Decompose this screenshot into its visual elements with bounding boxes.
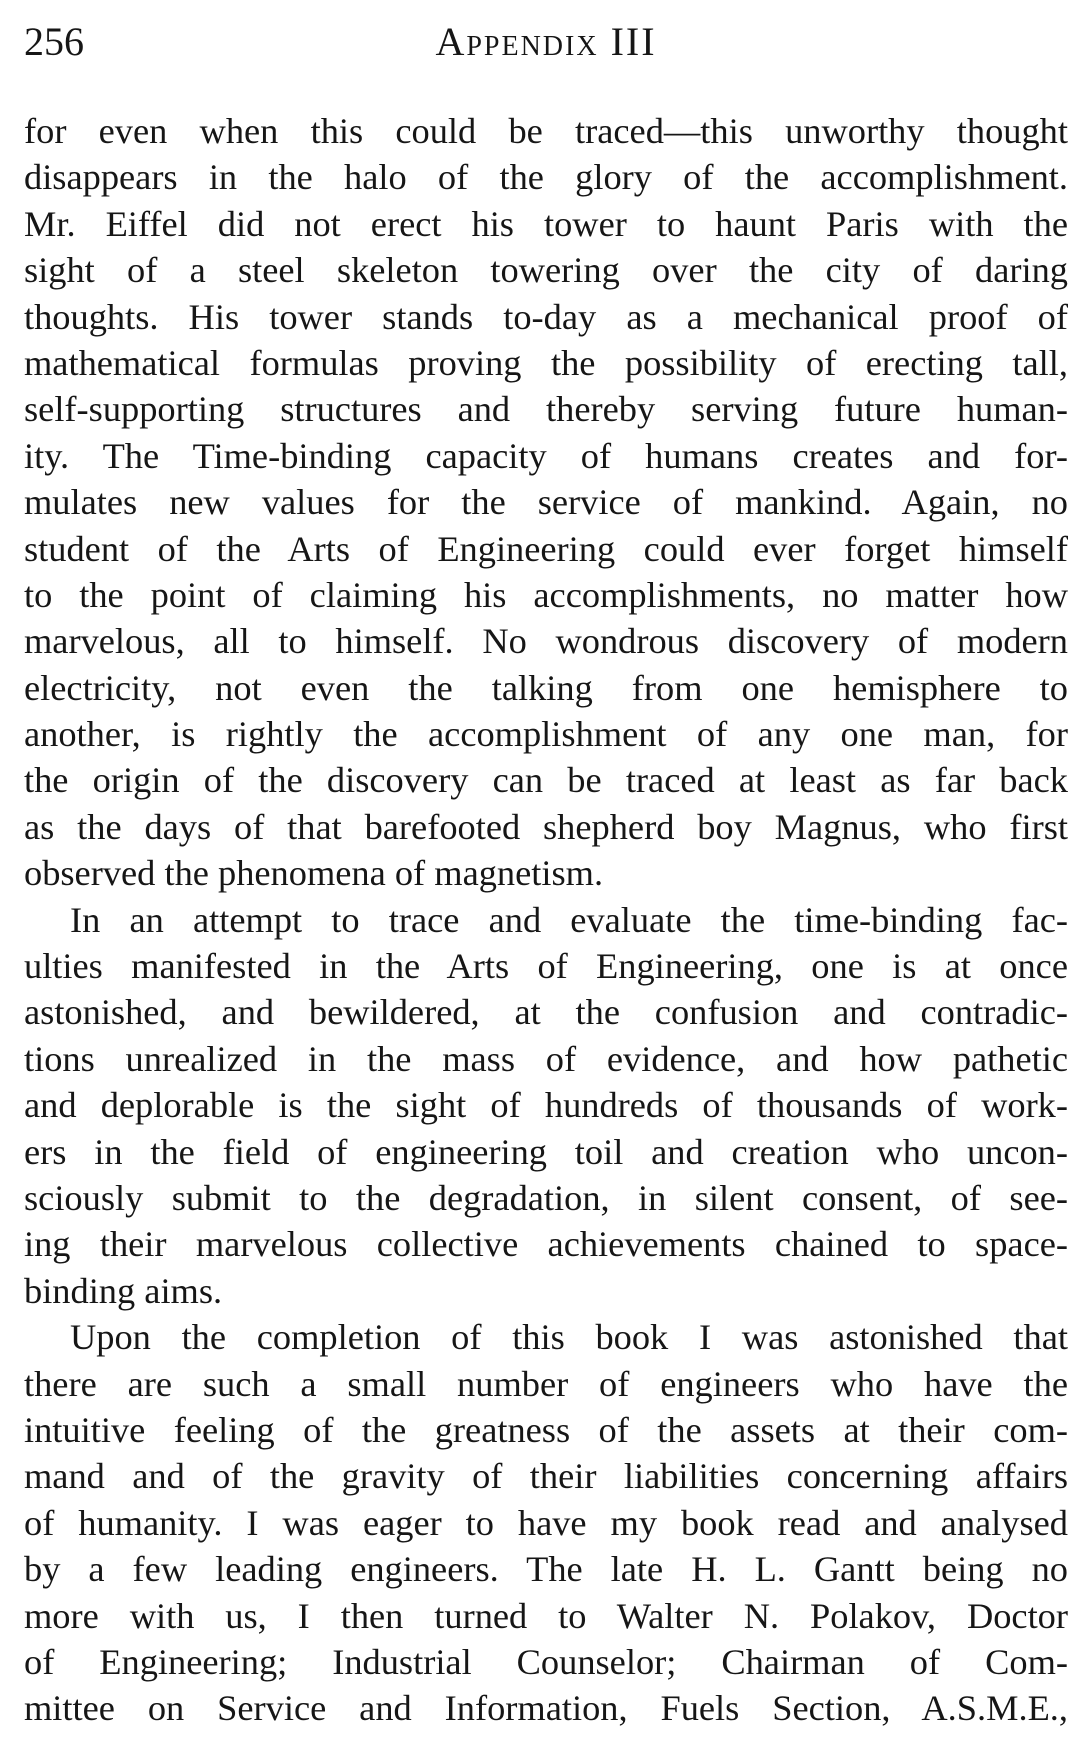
running-head xyxy=(24,14,1068,74)
text-line: of Engineering; Industrial Counselor; Chairman of Com- xyxy=(24,1641,1068,1682)
text-line: there are such a small number of engineers who have the xyxy=(24,1363,1068,1404)
text-line: astonished, and bewildered, at the confusion and contradic- xyxy=(24,992,1068,1033)
text-line: Upon the completion of this book I was astonished that xyxy=(70,1317,1068,1358)
text-line: electricity, not even the talking from one hemisphere to xyxy=(24,667,1068,708)
text-line: student of the Arts of Engineering could ever forget himself xyxy=(24,528,1068,569)
text-line: sight of a steel skeleton towering over the city of daring xyxy=(24,250,1068,291)
text-line: marvelous, all to himself. No wondrous discovery of modern xyxy=(24,621,1068,662)
text-line: mand and of the gravity of their liabilities concerning affairs xyxy=(24,1456,1068,1497)
text-line: tions unrealized in the mass of evidence, and how pathetic xyxy=(24,1038,1068,1079)
text-line: ulties manifested in the Arts of Engineering, one is at once xyxy=(24,946,1068,987)
running-title: Appendix III xyxy=(435,19,657,64)
paragraph xyxy=(24,108,1068,897)
paragraph xyxy=(24,1314,1068,1732)
text-line: the origin of the discovery can be traced at least as far back xyxy=(24,760,1068,801)
text-line: disappears in the halo of the glory of the accomplishment. xyxy=(24,157,1068,198)
text-line: more with us, I then turned to Walter N. Polakov, Doctor xyxy=(24,1595,1068,1636)
text-line: observed the phenomena of magnetism. xyxy=(24,853,604,894)
text-line: for even when this could be traced—this unworthy thought xyxy=(24,111,1068,151)
text-line: of humanity. I was eager to have my book read and analysed xyxy=(24,1502,1068,1543)
text-line: In an attempt to trace and evaluate the time-binding fac- xyxy=(70,899,1068,940)
text-line: mittee on Service and Information, Fuels Section, A.S.M.E., xyxy=(24,1688,1068,1729)
text-line: another, is rightly the accomplishment of any one man, for xyxy=(24,714,1068,755)
text-line: intuitive feeling of the greatness of the assets at their com- xyxy=(24,1409,1068,1450)
text-line: mathematical formulas proving the possibility of erecting tall, xyxy=(24,342,1068,383)
text-line: by a few leading engineers. The late H. L. Gantt being no xyxy=(24,1549,1068,1590)
text-line: binding aims. xyxy=(24,1270,223,1311)
paragraph xyxy=(24,897,1068,1315)
text-line: as the days of that barefooted shepherd boy Magnus, who first xyxy=(24,806,1068,847)
text-line: Mr. Eiffel did not erect his tower to haunt Paris with the xyxy=(24,203,1068,244)
text-line: self-supporting structures and thereby serving future human- xyxy=(24,389,1068,430)
text-line: ity. The Time-binding capacity of humans creates and for- xyxy=(24,435,1068,476)
text-line: thoughts. His tower stands to-day as a mechanical proof of xyxy=(24,296,1068,337)
text-line: sciously submit to the degradation, in silent consent, of see- xyxy=(24,1177,1068,1218)
text-line: mulates new values for the service of mankind. Again, no xyxy=(24,482,1068,523)
body-text xyxy=(24,108,1068,1732)
text-line: to the point of claiming his accomplishments, no matter how xyxy=(24,574,1068,615)
page-number: 256 xyxy=(24,19,84,64)
text-line: ing their marvelous collective achievements chained to space- xyxy=(24,1224,1068,1265)
text-line: and deplorable is the sight of hundreds of thousands of work- xyxy=(24,1085,1068,1126)
text-line: ers in the field of engineering toil and creation who uncon- xyxy=(24,1131,1068,1172)
